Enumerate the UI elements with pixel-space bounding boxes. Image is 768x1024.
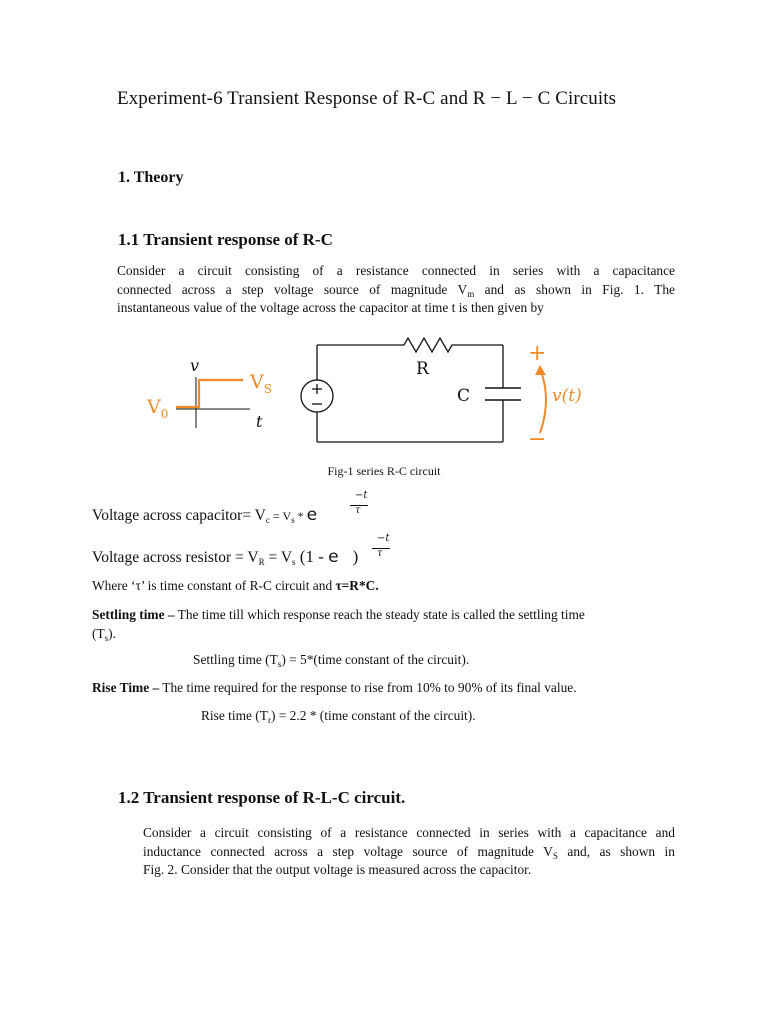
vt-label: v(t) [552,386,582,406]
paragraph-line: Consider a circuit consisting of a resistance connected in series with a capacitance and [143,825,675,840]
resistor-label: R [416,359,429,379]
resistor-symbol [317,338,503,352]
paragraph-line: Fig. 2. Consider that the output voltage is measured across the capacitor. [143,862,532,877]
rc-circuit [301,338,521,442]
step-v0-label: $V_0$ [147,396,169,421]
exponent-numerator: −t [355,490,368,501]
exponent-denominator: τ [377,548,383,559]
figure-caption: Fig-1 series R-C circuit [327,464,441,478]
equation-capacitor-voltage: Voltage across capacitor= $V_c = V_s * e$ [92,505,318,525]
exponent-denominator: τ [355,505,361,516]
exponent-numerator: −t [377,533,390,544]
paragraph-line: connected across a step voltage source of magnitude $V_m$ and as shown in Fig. 1. The [117,281,675,299]
rise-time-formula: Rise time $(T_r) = 2.2$ * (time constant of the circuit). [201,708,476,725]
figure-rc-circuit [0,325,768,455]
paragraph-line: instantaneous value of the voltage across the capacitor at time t is then given by [117,300,544,315]
step-waveform [176,380,243,407]
capacitor-label: C [457,386,471,406]
step-vs-label: $V_S$ [250,371,272,396]
paragraph-line: inductance connected across a step voltage source of magnitude $V_S$ and, as shown in [143,843,675,861]
output-voltage-annotation [528,341,582,452]
vt-minus-label: − [528,427,547,452]
section-heading-theory: 1. Theory [118,169,184,186]
vt-plus-label: + [528,341,547,366]
paragraph-rc-intro [117,262,675,318]
paragraph-rlc-intro [143,824,675,880]
step-input-graph [146,356,272,431]
step-t-label: t [256,412,263,431]
vt-arrowhead [535,365,546,375]
page-title: Experiment-6 Transient Response of R-C and R − L − C Circuits [117,88,617,109]
vt-arrow [540,369,546,433]
step-v-label: v [190,356,200,375]
settling-time-formula: Settling time $(T_s)$ = 5*(time constant of the circuit). [193,652,470,669]
section-heading-rlc: 1.2 Transient response of R-L-C circuit. [118,788,406,807]
section-heading-rc: 1.1 Transient response of R-C [118,230,333,249]
time-constant-definition: Where ‘τ’ is time constant of R-C circuit and τ=R*C. [92,578,379,593]
rise-time-definition: Rise Time – The time required for the response to rise from 10% to 90% of its final value. [92,680,577,695]
settling-time-definition: Settling time – The time till which response reach the steady state is called the settling time $(T_s)$. [92,607,585,643]
paragraph-line: Consider a circuit consisting of a resistance connected in series with a capacitance [117,263,675,278]
equation-resistor-voltage: Voltage across resistor = $V_R = V_s$ (1 - e ) [92,547,359,567]
